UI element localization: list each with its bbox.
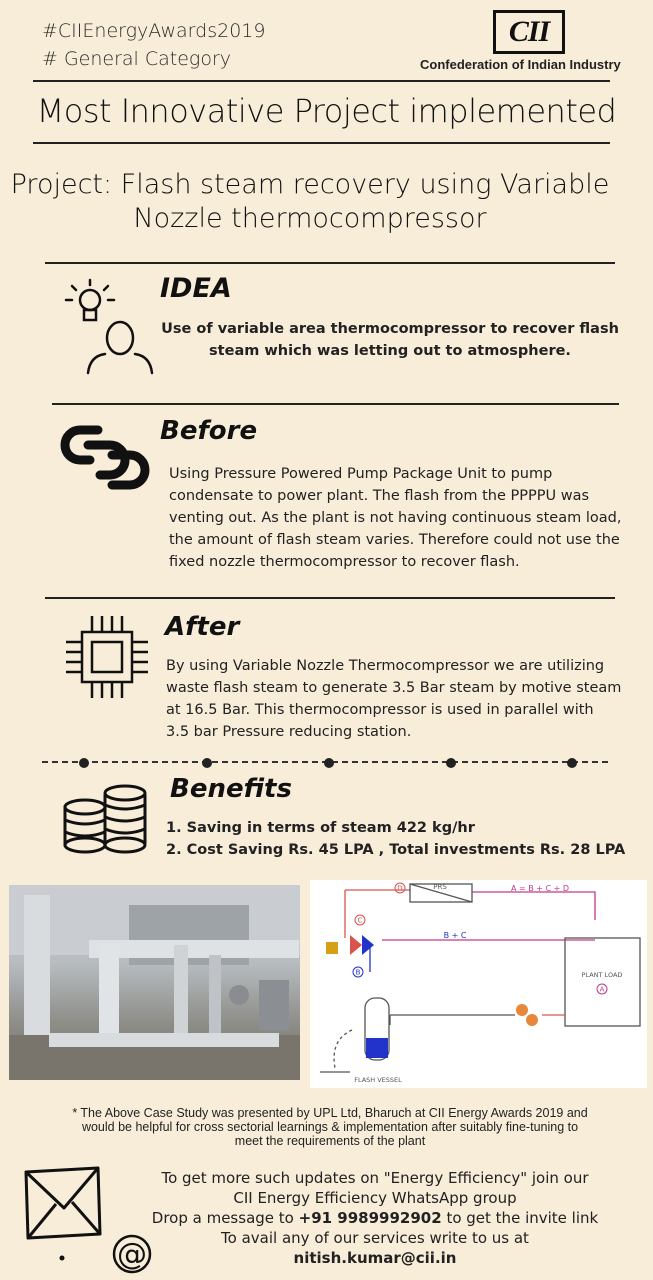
diagram-label-a: A [599,985,605,994]
contact-drop-text: Drop a message to [151,1209,294,1227]
idea-text-line: Use of variable area thermocompressor to recover flash [161,321,619,337]
page-title: Most Innovative Project implemented [36,92,617,130]
contact-line: To get more such updates on "Energy Efficiency" join our [161,1169,589,1187]
idea-text-line: steam which was letting out to atmosphere. [209,343,571,359]
process-diagram [310,880,647,1088]
after-text-line: at 16.5 Bar. This thermocompressor is used in parallel with [166,702,594,718]
divider [52,403,619,405]
divider [33,142,610,144]
divider [45,597,615,599]
divider [33,80,610,82]
before-text-line: Using Pressure Powered Pump Package Unit to pump [169,466,553,482]
hashtag-category: # General Category [42,48,232,70]
diagram-prs: PRS [433,883,447,891]
divider [45,262,615,264]
plant-photo [9,885,300,1080]
before-text-line: the amount of flash steam varies. Therefore could not use the [169,532,620,548]
svg-text:@: @ [117,1237,147,1272]
after-text-line: 3.5 bar Pressure reducing station. [166,724,412,740]
contact-line: CII Energy Efficiency WhatsApp group [233,1189,517,1207]
idea-person-icon [60,278,160,378]
divider-dot [79,758,89,768]
diagram-flash-vessel: FLASH VESSEL [354,1076,402,1084]
coins-icon [60,775,155,855]
after-text-line: By using Variable Nozzle Thermocompressor we are utilizing [166,658,605,674]
contact-line [110,1208,640,1228]
footnote-line: would be helpful for cross sectorial learnings & implementation after suitably fine-tuning to [81,1120,579,1134]
benefit-item: 1. Saving in terms of steam 422 kg/hr [166,820,475,836]
project-title [0,168,620,236]
after-text-line: waste flash steam to generate 3.5 Bar steam by motive steam [166,680,622,696]
diagram-label-d-top: D [397,884,403,893]
idea-heading: IDEA [160,273,232,304]
diagram-label-c: C [357,916,363,925]
footnote-line: * The Above Case Study was presented by UPL Ltd, Bharuch at CII Energy Awards 2019 and [72,1106,588,1120]
benefits-list [166,817,636,861]
org-name: Confederation of Indian Industry [420,57,621,72]
project-line-1: Project: Flash steam recovery using Variable [10,169,610,200]
footnote-line: meet the requirements of the plant [234,1134,426,1148]
link-chain-icon [60,420,150,495]
before-text-line: fixed nozzle thermocompressor to recover flash. [169,554,520,570]
footnote [20,1106,640,1148]
diagram-label-b: B [355,968,361,977]
dotted-divider [42,761,608,763]
divider-dot [202,758,212,768]
after-text [166,655,636,743]
benefits-heading: Benefits [170,774,292,804]
benefit-item: 2. Cost Saving Rs. 45 LPA , Total investments Rs. 28 LPA [166,842,626,858]
project-line-2: Nozzle thermocompressor [133,203,487,234]
diagram-equation: A = B + C + D [510,884,570,893]
diagram-b-plus-c: B + C [443,931,467,940]
divider-dot [446,758,456,768]
before-text-line: condensate to power plant. The flash from the PPPPU was [169,488,590,504]
contact-invite-text: to get the invite link [446,1209,599,1227]
divider-dot [324,758,334,768]
contact-block [110,1168,640,1268]
before-text [169,463,629,573]
hashtag-awards: #CIIEnergyAwards2019 [42,20,266,42]
idea-text [160,318,620,362]
chip-icon [62,612,152,702]
contact-email-line [110,1248,640,1268]
contact-line: To avail any of our services write to us at [221,1229,529,1247]
whatsapp-phone-number[interactable]: +91 9989992902 [298,1209,442,1227]
divider-dot [567,758,577,768]
after-heading: After [165,612,240,642]
before-text-line: venting out. As the plant is not having continuous steam load, [169,510,622,526]
contact-email[interactable]: nitish.kumar@cii.in [293,1249,457,1267]
diagram-plant-load: PLANT LOAD [581,971,623,979]
cii-logo: CII [493,10,565,54]
before-heading: Before [160,416,258,446]
